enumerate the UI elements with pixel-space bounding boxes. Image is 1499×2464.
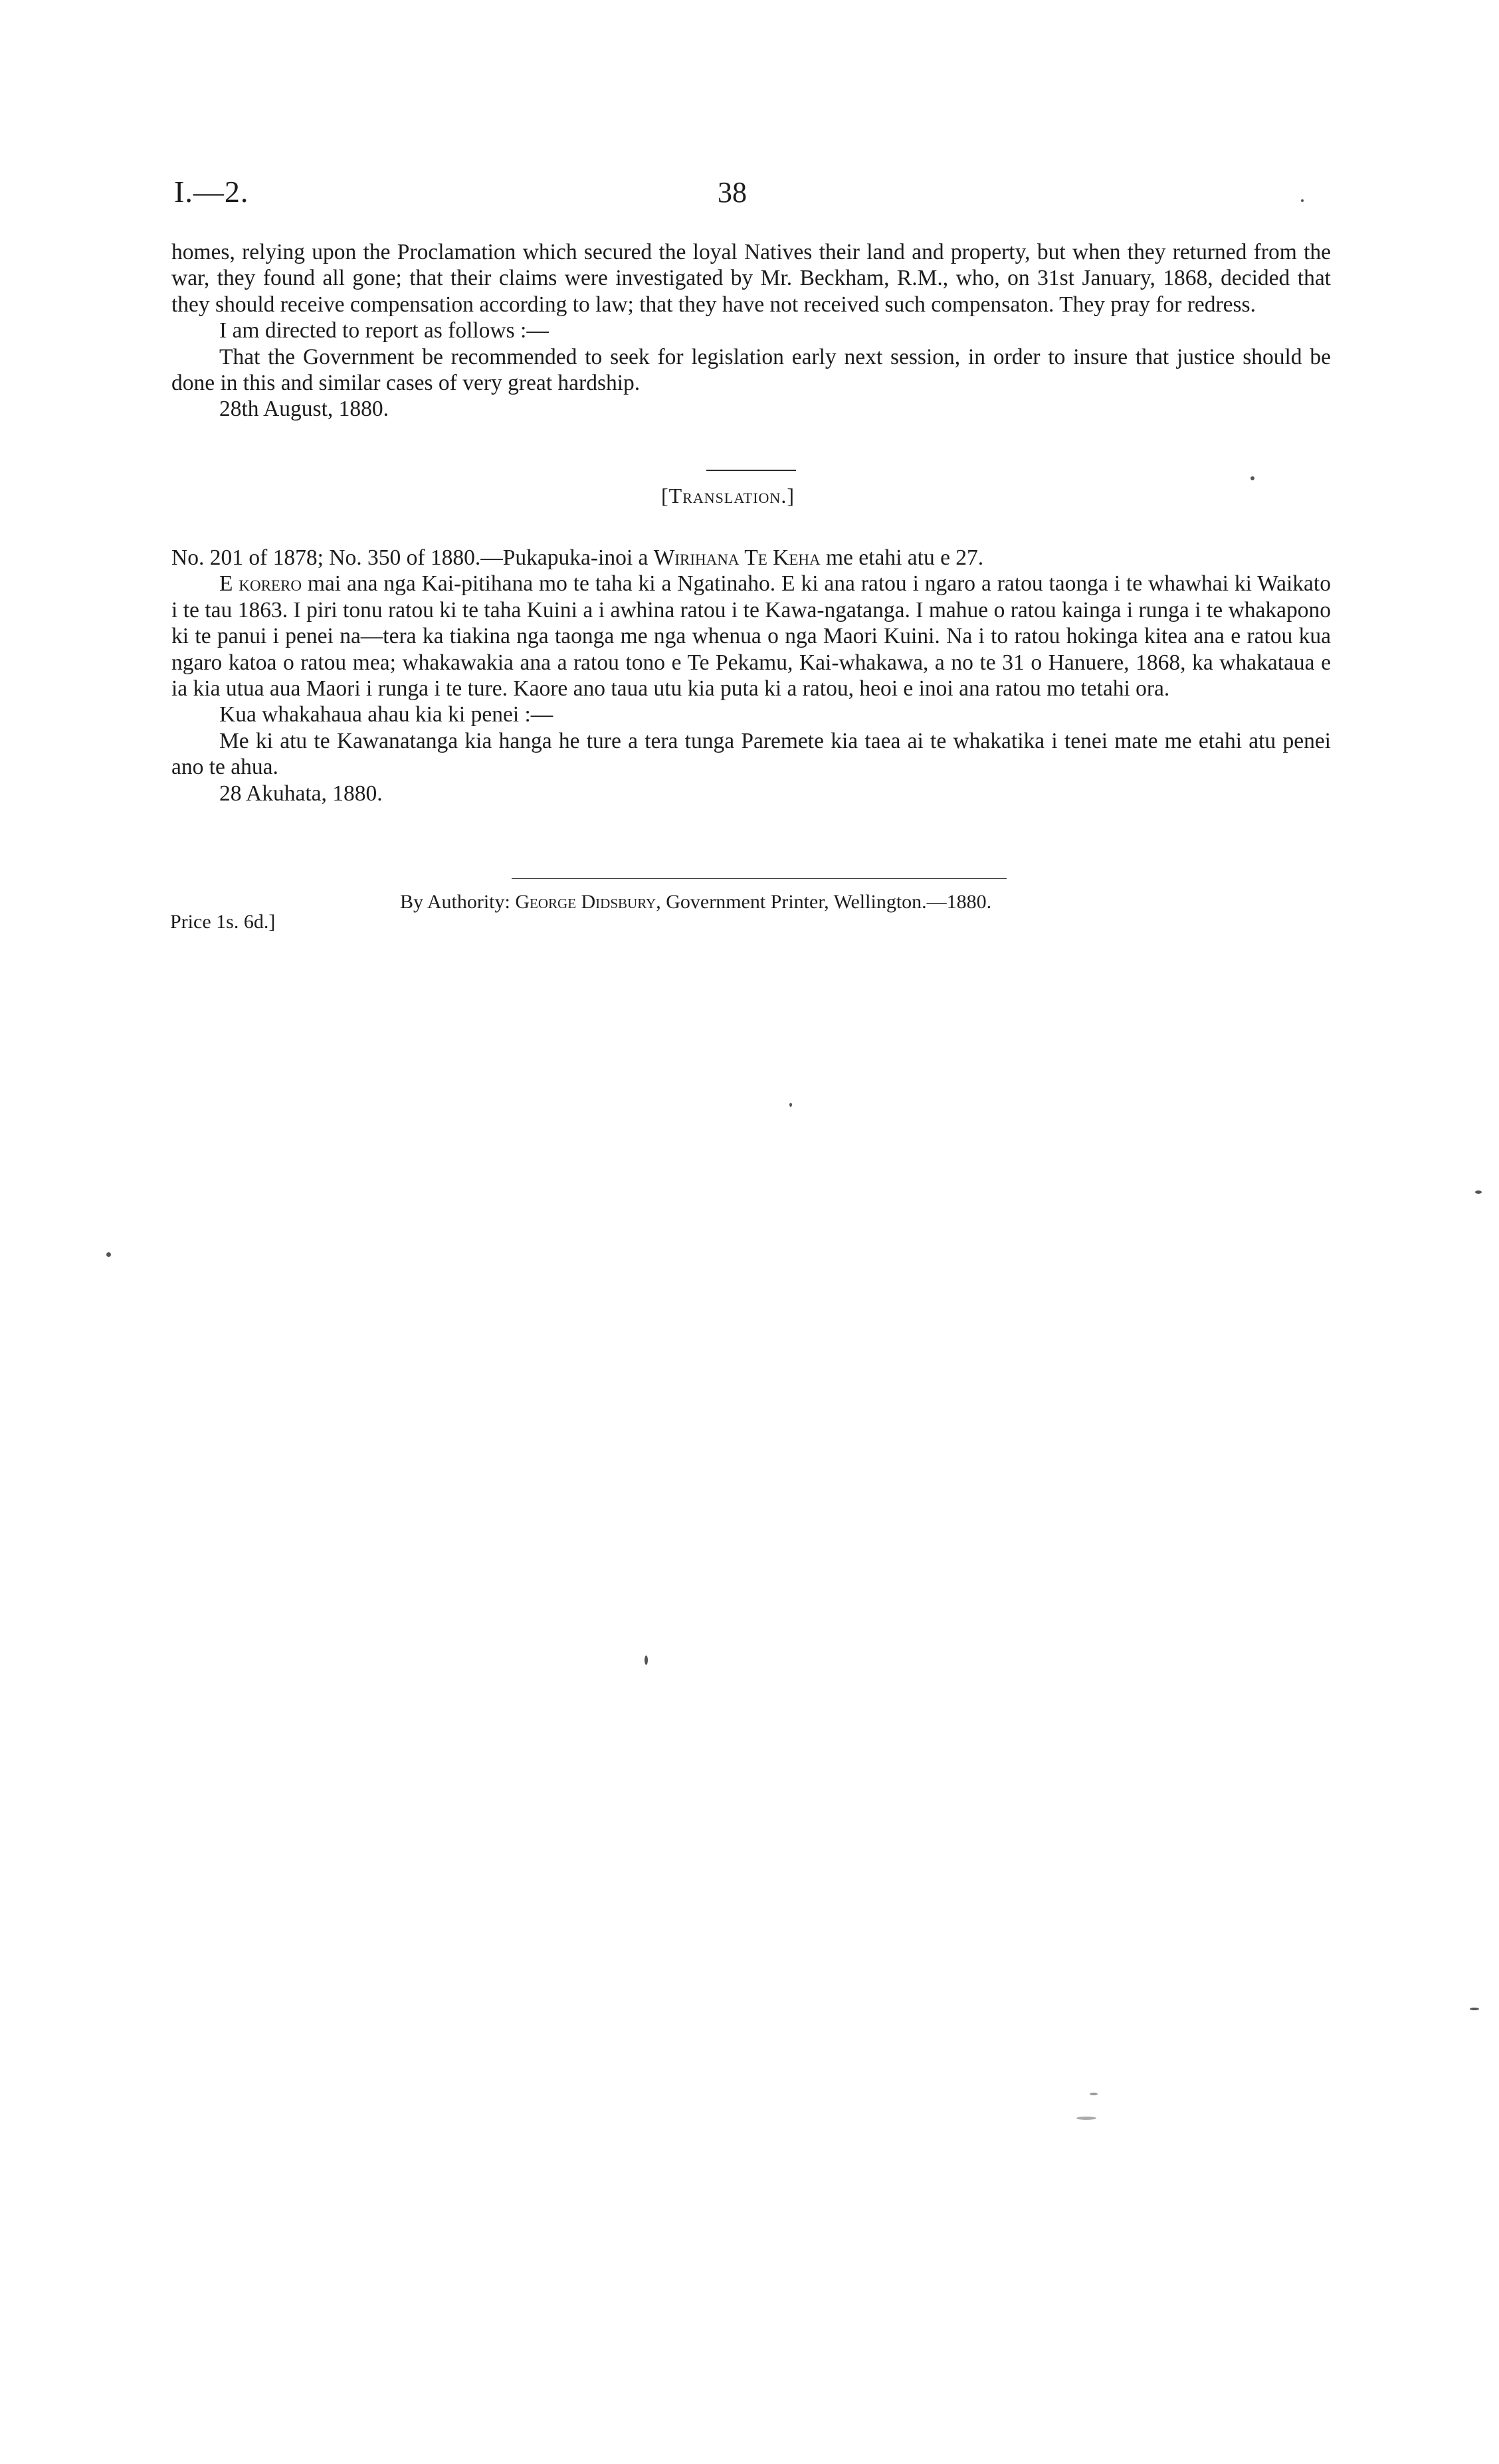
scan-speck: [1301, 199, 1304, 202]
scan-speck: [1475, 1190, 1482, 1194]
scan-speck: [1076, 2117, 1096, 2120]
translation-lead-word: E korero: [219, 571, 302, 597]
price-note: Price 1s. 6d.]: [170, 911, 276, 933]
english-paragraph-1: homes, relying upon the Proclamation which secured the loyal Natives their land and property, but when they returned from the war, they found all gone; that their claims were investigated by Mr. Beckham, R.M., who, on 31st January, 1868, decided that they should receive compensation according to law; that they have not received such compensaton. They pray for redress.: [171, 240, 1331, 317]
translation-section: [171, 545, 1331, 806]
printer-imprint: [400, 891, 991, 913]
scan-speck: [1090, 2093, 1098, 2095]
scan-speck: [1470, 2008, 1479, 2010]
translation-heading: [Translation.]: [661, 484, 795, 508]
footer-divider: [512, 878, 1007, 879]
scan-speck: [1250, 476, 1254, 480]
imprint-suffix: , Government Printer, Wellington.—1880.: [656, 891, 992, 913]
english-paragraph-2: I am directed to report as follows :—: [219, 318, 549, 343]
petition-number-prefix: No. 201 of 1878; No. 350 of 1880.—Pukapuka-inoi a: [171, 545, 654, 570]
document-reference: I.—2.: [174, 175, 249, 209]
english-paragraph-3: That the Government be recommended to seek for legislation early next session, in order to insure that justice should be done in this and similar cases of very great hardship.: [171, 344, 1331, 396]
translation-date: 28 Akuhata, 1880.: [219, 781, 383, 806]
scan-speck: [106, 1252, 111, 1257]
petition-number-suffix: me etahi atu e 27.: [820, 545, 984, 570]
scan-speck: [789, 1103, 792, 1107]
petitioner-name: Wirihana Te Keha: [653, 545, 821, 570]
translation-paragraph-2: Kua whakahaua ahau kia ki penei :—: [219, 702, 553, 727]
imprint-prefix: By Authority:: [400, 891, 516, 913]
petition-number-line: [171, 545, 1331, 571]
section-divider: [706, 470, 796, 471]
translation-paragraph-1-text: mai ana nga Kai-pitihana mo te taha ki a Ngatinaho. E ki ana ratou i ngaro a ratou taonga i te whawhai ki Waikato i te tau 1863. I piri tonu ratou ki te taha Kuini a i awhina ratou i te Kawa-ngatanga. I mahue o ratou kainga i runga i te whakapono ki te panui i penei na—tera ka tiakina nga taonga me nga whenua o nga Maori Kuini. Na i to ratou hokinga kitea ana e ratou kua ngaro katoa o ratou mea; whakawakia ana a ratou tono e Te Pekamu, Kai-whakawa, a no te 31 o Hanuere, 1868, ka whakataua e ia kia utua aua Maori i runga i te ture. Kaore ano taua utu kia puta ki a ratou, heoi e inoi ana ratou mo tetahi ora.: [171, 571, 1331, 702]
page-number: 38: [718, 176, 747, 209]
translation-paragraph-1: [171, 571, 1331, 702]
printer-name: George Didsbury: [515, 891, 656, 913]
translation-paragraph-3: Me ki atu te Kawanatanga kia hanga he ture a tera tunga Paremete kia taea ai te whakatika i tenei mate me etahi atu penei ano te ahua.: [171, 728, 1331, 780]
scan-speck: [645, 1656, 648, 1665]
english-date: 28th August, 1880.: [219, 397, 389, 422]
english-section: [171, 239, 1331, 423]
